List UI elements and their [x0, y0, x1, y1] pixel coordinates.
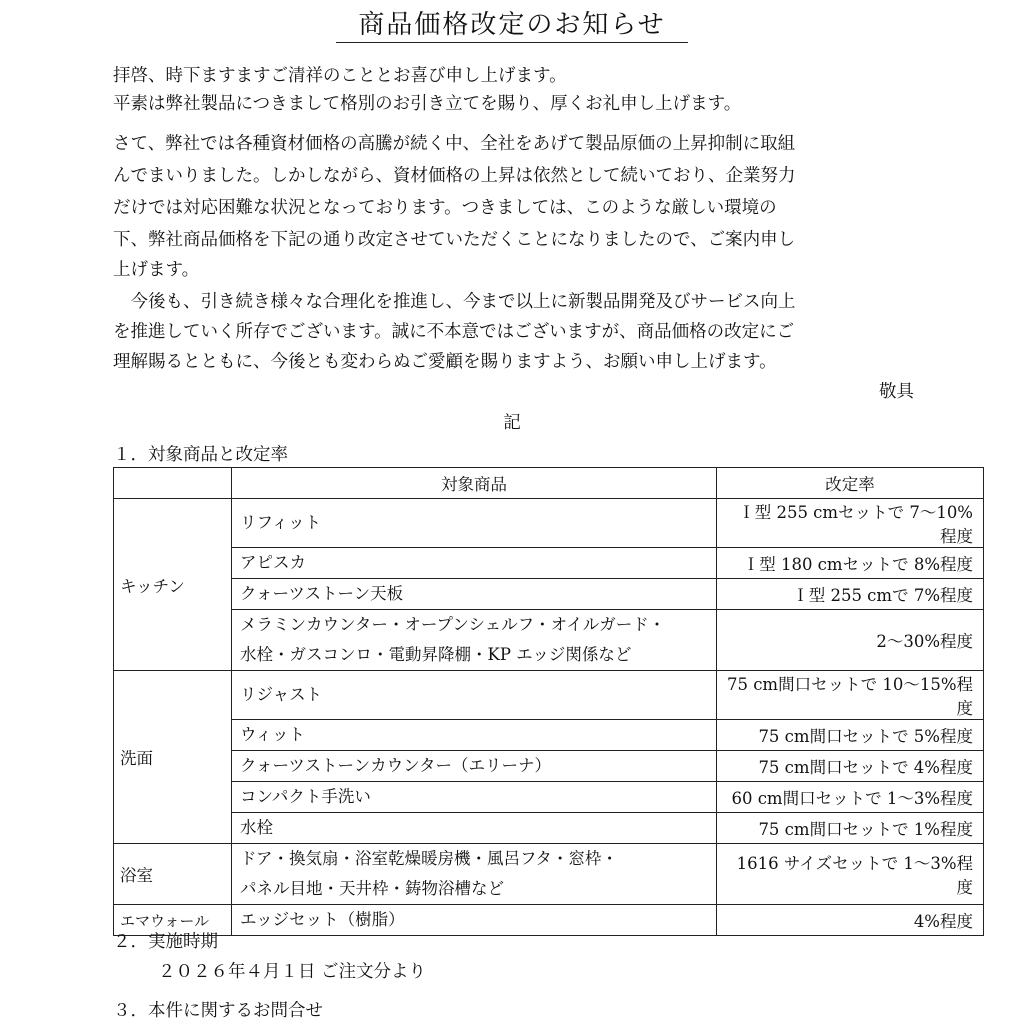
product-cell: クォーツストーン天板 — [232, 579, 717, 610]
product-cell: アピスカ — [232, 548, 717, 579]
table-row — [114, 499, 984, 548]
product-cell: コンパクト手洗い — [232, 782, 717, 813]
body-line-7: を推進していく所存でございます。誠に不本意ではございますが、商品価格の改定にご — [113, 322, 795, 342]
section2-detail: ２０２６年４月１日 ご注文分より — [158, 962, 427, 982]
header-rate: 改定率 — [717, 468, 984, 499]
product-line: 水栓・ガスコンロ・電動昇降棚・KP エッジ関係など — [240, 645, 632, 664]
section2-heading: ２．実施時期 — [113, 932, 218, 952]
rate-cell: 75 cm間口セットで 5%程度 — [717, 720, 984, 751]
product-cell: リフィット — [232, 499, 717, 548]
product-cell: リジャスト — [232, 671, 717, 720]
product-line: パネル目地・天井枠・鋳物浴槽など — [240, 879, 504, 898]
ki-heading: 記 — [503, 413, 521, 433]
table-row — [114, 844, 984, 905]
table-row — [114, 671, 984, 720]
header-category — [114, 468, 232, 499]
body-line-2: んでまいりました。しかしながら、資材価格の上昇は依然として続いており、企業努力 — [113, 166, 796, 186]
rate-cell: Ｉ型 180 cmセットで 8%程度 — [717, 548, 984, 579]
category-kitchen: キッチン — [114, 499, 232, 671]
product-line: メラミンカウンター・オープンシェルフ・オイルガード・ — [240, 615, 666, 634]
price-table — [113, 467, 984, 936]
table-row — [114, 813, 984, 844]
header-product: 対象商品 — [232, 468, 717, 499]
rate-cell: 4%程度 — [717, 905, 984, 936]
rate-cell: Ｉ型 255 cmで 7%程度 — [717, 579, 984, 610]
body-line-5: 上げます。 — [113, 260, 200, 280]
closing-keigu: 敬具 — [879, 382, 914, 402]
product-line: ドア・換気扇・浴室乾燥暖房機・風呂フタ・窓枠・ — [240, 849, 618, 868]
body-line-4: 下、弊社商品価格を下記の通り改定させていただくことになりましたので、ご案内申し — [113, 230, 796, 250]
table-row — [114, 579, 984, 610]
product-cell — [232, 844, 717, 905]
body-line-6: 今後も、引き続き様々な合理化を推進し、今まで以上に新製品開発及びサービス向上 — [113, 292, 796, 312]
body-line-3: だけでは対応困難な状況となっております。つきましては、このような厳しい環境の — [113, 198, 777, 218]
section3-heading: ３．本件に関するお問合せ — [113, 1001, 323, 1021]
body-line-1: さて、弊社では各種資材価格の高騰が続く中、全社をあげて製品原価の上昇抑制に取組 — [113, 134, 796, 154]
greeting-line-1: 拝啓、時下ますますご清祥のこととお喜び申し上げます。 — [113, 66, 567, 86]
greeting-line-2: 平素は弊社製品につきまして格別のお引き立てを賜り、厚くお礼申し上げます。 — [113, 94, 742, 114]
table-row — [114, 782, 984, 813]
rate-cell: 75 cm間口セットで 4%程度 — [717, 751, 984, 782]
rate-cell: 2～30%程度 — [717, 610, 984, 671]
rate-cell: 75 cm間口セットで 1%程度 — [717, 813, 984, 844]
body-line-8: 理解賜るとともに、今後とも変わらぬご愛顧を賜りますよう、お願い申し上げます。 — [113, 352, 777, 372]
rate-cell: 60 cm間口セットで 1～3%程度 — [717, 782, 984, 813]
section1-heading: １．対象商品と改定率 — [113, 445, 288, 465]
product-cell — [232, 610, 717, 671]
product-cell: 水栓 — [232, 813, 717, 844]
table-row — [114, 905, 984, 936]
table-row — [114, 751, 984, 782]
table-row — [114, 610, 984, 671]
table-row — [114, 720, 984, 751]
page-title: 商品価格改定のお知らせ — [0, 4, 1024, 41]
product-cell: ウィット — [232, 720, 717, 751]
product-cell: エッジセット（樹脂） — [232, 905, 717, 936]
category-bathroom: 浴室 — [114, 844, 232, 905]
table-header-row — [114, 468, 984, 499]
category-washroom: 洗面 — [114, 671, 232, 844]
rate-cell: Ｉ型 255 cmセットで 7～10%程度 — [717, 499, 984, 548]
table-row — [114, 548, 984, 579]
rate-cell: 1616 サイズセットで 1～3%程度 — [717, 844, 984, 905]
rate-cell: 75 cm間口セットで 10～15%程度 — [717, 671, 984, 720]
product-cell: クォーツストーンカウンター（エリーナ） — [232, 751, 717, 782]
category-emawall: エマウォール — [114, 905, 232, 936]
